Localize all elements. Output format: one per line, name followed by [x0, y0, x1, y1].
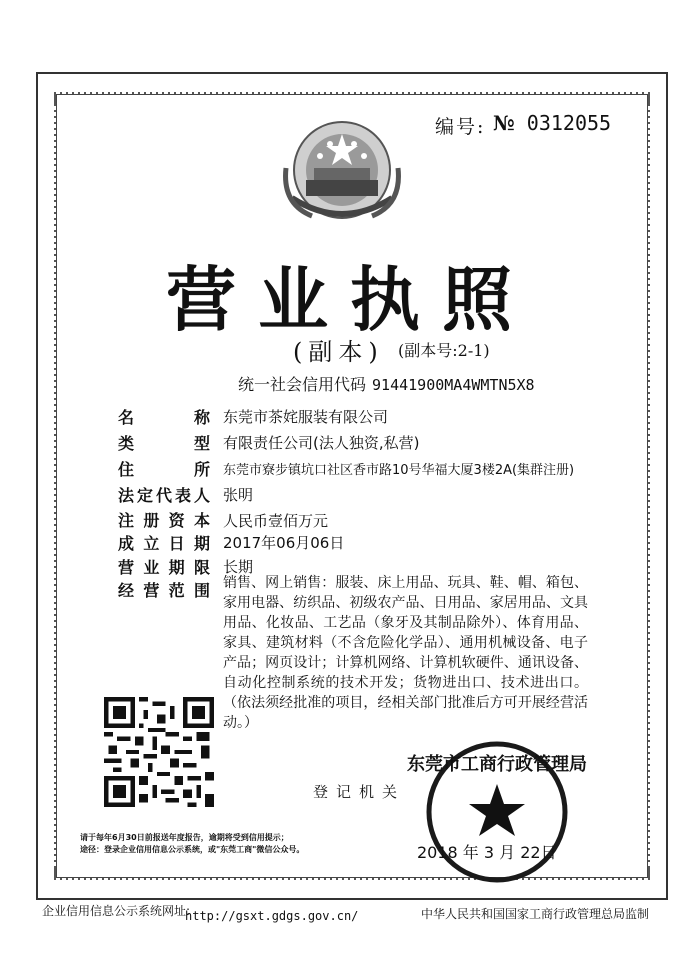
legal-rep-label: 法定代表人	[118, 486, 210, 505]
address-label: 住所	[118, 460, 210, 479]
name-value: 东莞市茶姹服装有限公司	[223, 408, 389, 426]
official-seal-icon	[407, 738, 587, 886]
footer-system-label: 企业信用信息公示系统网址:	[42, 904, 191, 918]
footer-supervisor: 中华人民共和国国家工商行政管理总局监制	[421, 907, 650, 921]
footer-url-link[interactable]: http://gsxt.gdgs.gov.cn/	[185, 909, 359, 923]
credit-code-row	[238, 372, 535, 395]
notice-line-2: 途径：登录企业信用信息公示系统，或"东莞工商"微信公众号。	[80, 845, 305, 854]
term-label: 营业期限	[118, 558, 210, 577]
type-value: 有限责任公司(法人独资,私营)	[223, 434, 420, 452]
annual-report-notice	[80, 832, 304, 856]
capital-value: 人民币壹佰万元	[223, 512, 329, 530]
credit-code-label: 统一社会信用代码	[238, 375, 367, 394]
license-title: 营业执照	[166, 259, 534, 341]
address-value: 东莞市寮步镇坑口社区香市路10号华福大厦3楼2A(集群注册)	[223, 463, 575, 478]
serial-number	[493, 111, 611, 135]
serial-value: 0312055	[526, 111, 612, 135]
registration-authority: 登记机关	[313, 783, 406, 801]
name-label: 名称	[118, 408, 210, 427]
copy-number: (副本号:2-1)	[398, 341, 490, 360]
seal-text: 东莞市工商行政管理局	[407, 754, 587, 775]
serial-label: 编号:	[435, 116, 486, 138]
type-label: 类型	[118, 434, 210, 453]
serial-prefix: №	[493, 111, 515, 135]
national-emblem-icon	[272, 118, 412, 228]
scope-value: 销售、网上销售：服装、床上用品、玩具、鞋、帽、箱包、家用电器、纺织品、初级农产品、日用品、家居用品、文具用品、化妆品、工艺品（象牙及其制品除外）、体育用品、家具、建筑材料（不含危险化学品）、通用机械设备、电子产品；网页设计；计算机网络、计算机软硬件、通讯设备、自动化控制系统的技术开发；货物进出口、技术进出口。（依法须经批准的项目，经相关部门批准后方可开展经营活动。）	[223, 575, 588, 731]
notice-line-1: 请于每年6月30日前报送年度报告，逾期将受到信用提示；	[80, 833, 289, 842]
capital-label: 注册资本	[118, 511, 210, 530]
copy-subtitle: (副本)	[293, 338, 384, 366]
credit-code-value: 91441900MA4WMTN5X8	[372, 376, 535, 394]
established-value: 2017年06月06日	[223, 534, 345, 552]
issue-date: 2018 年 3 月 22日	[417, 843, 557, 862]
term-value: 长期	[223, 558, 254, 576]
scope-label: 经营范围	[118, 581, 210, 600]
legal-rep-value: 张明	[223, 486, 254, 504]
established-label: 成立日期	[118, 534, 210, 553]
qr-code-icon[interactable]	[104, 697, 214, 807]
